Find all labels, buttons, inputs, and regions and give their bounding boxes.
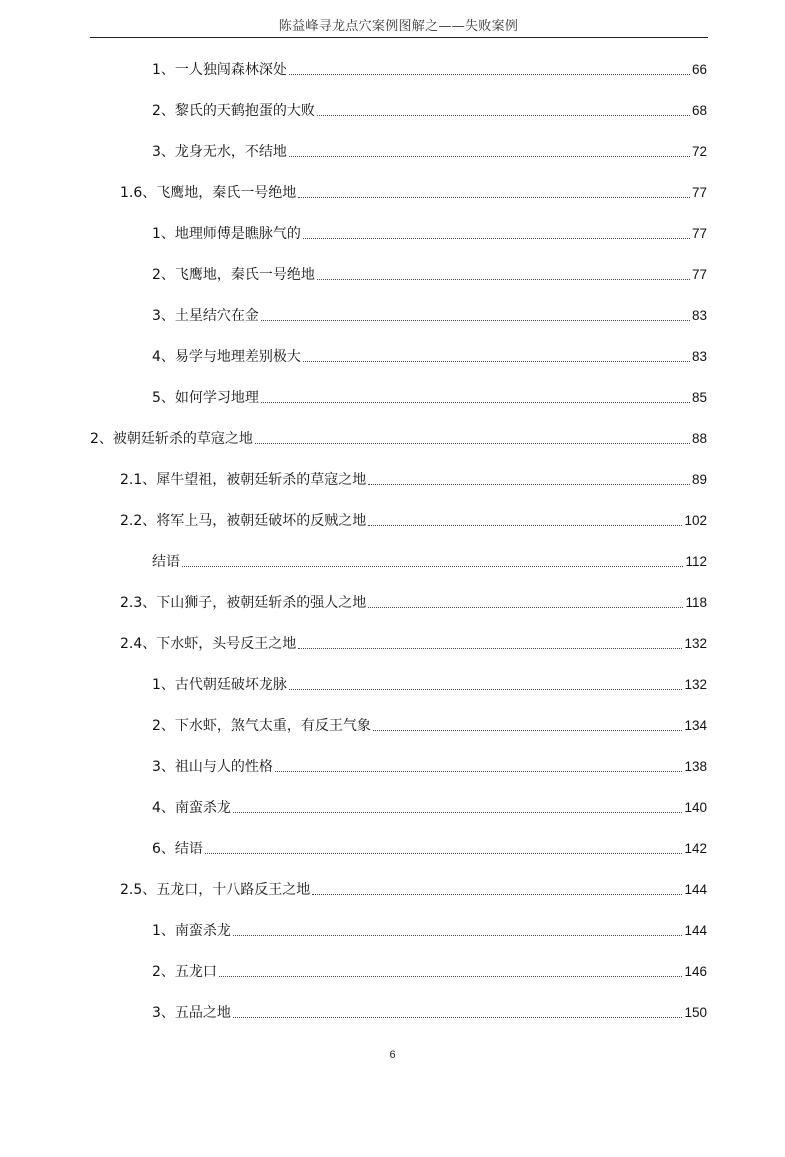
toc-entry-title: 结语 <box>174 841 203 857</box>
toc-entry-title: 古代朝廷破坏龙脉 <box>174 677 287 693</box>
toc-entry[interactable] <box>152 99 707 119</box>
toc-entry-number: 2.4、 <box>120 636 157 652</box>
toc-entry-number: 4、 <box>152 800 175 816</box>
toc-entry-number: 3、 <box>152 759 175 775</box>
toc-entry-page: 112 <box>685 554 707 569</box>
toc-entry[interactable] <box>152 345 707 365</box>
toc-entry-page: 72 <box>691 144 707 159</box>
toc-entry-page: 132 <box>684 677 707 692</box>
toc-entry[interactable] <box>152 58 707 78</box>
toc-entry-page: 146 <box>684 964 707 979</box>
toc-entry-title: 下水虾，煞气太重，有反王气象 <box>174 718 371 734</box>
toc-entry-title: 五龙口，十八路反王之地 <box>156 882 311 898</box>
toc-entry[interactable] <box>120 509 707 529</box>
toc-entry-number: 1.6、 <box>120 185 157 201</box>
dot-leader <box>317 278 690 280</box>
dot-leader <box>303 237 690 239</box>
dot-leader <box>368 606 683 608</box>
dot-leader <box>261 401 690 403</box>
toc-entry-page: 144 <box>684 923 707 938</box>
toc-entry-number: 2.3、 <box>120 595 157 611</box>
toc-entry-number: 2.1、 <box>120 472 157 488</box>
dot-leader <box>275 770 683 772</box>
toc-entry[interactable] <box>152 386 707 406</box>
toc-entry[interactable] <box>152 837 707 857</box>
toc-entry-number: 2、 <box>152 964 175 980</box>
dot-leader <box>373 729 683 731</box>
toc-entry-title: 南蛮杀龙 <box>174 923 231 939</box>
toc-entry-page: 142 <box>684 841 707 856</box>
dot-leader <box>303 360 690 362</box>
dot-leader <box>368 524 682 526</box>
toc-entry[interactable] <box>120 181 707 201</box>
toc-entry-number: 2.5、 <box>120 882 157 898</box>
dot-leader <box>289 155 690 157</box>
toc-entry[interactable] <box>152 755 707 775</box>
toc-entry-number: 2.2、 <box>120 513 157 529</box>
dot-leader <box>261 319 690 321</box>
toc-entry-number: 3、 <box>152 308 175 324</box>
dot-leader <box>182 565 683 567</box>
toc-entry-page: 132 <box>684 636 707 651</box>
toc-entry-title: 如何学习地理 <box>174 390 259 406</box>
toc-entry-page: 118 <box>685 595 707 610</box>
toc-entry-number: 1、 <box>152 923 175 939</box>
toc-entry[interactable] <box>120 632 707 652</box>
toc-entry-page: 150 <box>684 1005 707 1020</box>
toc-entry-page: 89 <box>691 472 707 487</box>
toc-entry-title: 五品之地 <box>174 1005 231 1021</box>
toc-entry[interactable] <box>152 714 707 734</box>
dot-leader <box>233 811 683 813</box>
dot-leader <box>298 647 682 649</box>
toc-entry-title: 一人独闯森林深处 <box>174 62 287 78</box>
toc-entry-page: 83 <box>691 349 707 364</box>
toc-entry-page: 102 <box>684 513 707 528</box>
toc-entry-title: 下山狮子，被朝廷斩杀的强人之地 <box>156 595 367 611</box>
toc-entry-number: 2、 <box>90 431 113 447</box>
toc-entry-title: 祖山与人的性格 <box>174 759 273 775</box>
dot-leader <box>368 483 690 485</box>
toc-entry[interactable] <box>120 591 707 611</box>
dot-leader <box>298 196 690 198</box>
toc-entry-title: 五龙口 <box>174 964 217 980</box>
toc-entry-title: 飞鹰地，秦氏一号绝地 <box>174 267 315 283</box>
toc-entry-number: 2、 <box>152 718 175 734</box>
toc-entry-page: 77 <box>691 185 707 200</box>
toc-entry[interactable] <box>152 304 707 324</box>
toc-entry-title: 地理师傅是瞧脉气的 <box>174 226 301 242</box>
toc-entry-title: 南蛮杀龙 <box>174 800 231 816</box>
toc-entry-title: 犀牛望祖，被朝廷斩杀的草寇之地 <box>156 472 367 488</box>
dot-leader <box>317 114 690 116</box>
toc-entry-page: 85 <box>691 390 707 405</box>
page-number: 6 <box>389 1049 396 1061</box>
toc-entry[interactable] <box>152 919 707 939</box>
toc-entry[interactable] <box>90 427 707 447</box>
toc-entry-number: 2、 <box>152 103 175 119</box>
toc-entry-title: 将军上马，被朝廷破坏的反贼之地 <box>156 513 367 529</box>
toc-entry-number: 1、 <box>152 62 175 78</box>
toc-entry[interactable] <box>152 140 707 160</box>
toc-entry[interactable] <box>152 960 707 980</box>
dot-leader <box>289 688 683 690</box>
toc-entry-number: 6、 <box>152 841 175 857</box>
toc-entry-number: 1、 <box>152 226 175 242</box>
toc-entry-page: 68 <box>691 103 707 118</box>
toc-entry-number: 5、 <box>152 390 175 406</box>
toc-entry-title: 黎氏的天鹤抱蛋的大败 <box>174 103 315 119</box>
toc-entry[interactable] <box>152 550 707 570</box>
toc-entry[interactable] <box>152 796 707 816</box>
dot-leader <box>255 442 690 444</box>
toc-entry[interactable] <box>152 222 707 242</box>
toc-entry-number: 2、 <box>152 267 175 283</box>
dot-leader <box>233 934 683 936</box>
toc-entry[interactable] <box>152 673 707 693</box>
toc-entry-page: 77 <box>691 226 707 241</box>
toc-entry-title: 飞鹰地，秦氏一号绝地 <box>156 185 297 201</box>
toc-entry[interactable] <box>120 468 707 488</box>
toc-entry-page: 134 <box>684 718 707 733</box>
toc-entry-page: 66 <box>691 62 707 77</box>
toc-entry-page: 83 <box>691 308 707 323</box>
toc-entry-number: 3、 <box>152 1005 175 1021</box>
toc-entry-title: 易学与地理差别极大 <box>174 349 301 365</box>
dot-leader <box>312 893 682 895</box>
toc-entry-number: 1、 <box>152 677 175 693</box>
dot-leader <box>233 1016 683 1018</box>
toc-entry-page: 77 <box>691 267 707 282</box>
dot-leader <box>219 975 683 977</box>
toc-entry-title: 结语 <box>152 554 180 570</box>
toc-entry-number: 3、 <box>152 144 175 160</box>
page-header-title: 陈益峰寻龙点穴案例图解之——失败案例 <box>278 19 519 34</box>
toc-entry-number: 4、 <box>152 349 175 365</box>
toc-entry-title: 龙身无水，不结地 <box>174 144 287 160</box>
toc-entry-title: 下水虾，头号反王之地 <box>156 636 297 652</box>
dot-leader <box>205 852 683 854</box>
toc-entry-title: 被朝廷斩杀的草寇之地 <box>112 431 253 447</box>
toc-entry-page: 140 <box>684 800 707 815</box>
toc-entry-page: 138 <box>684 759 707 774</box>
toc-entry-title: 土星结穴在金 <box>174 308 259 324</box>
toc-entry[interactable] <box>120 878 707 898</box>
dot-leader <box>289 73 690 75</box>
toc-entry[interactable] <box>152 263 707 283</box>
toc-entry[interactable] <box>152 1001 707 1021</box>
toc-entry-page: 88 <box>691 431 707 446</box>
toc-entry-page: 144 <box>684 882 707 897</box>
